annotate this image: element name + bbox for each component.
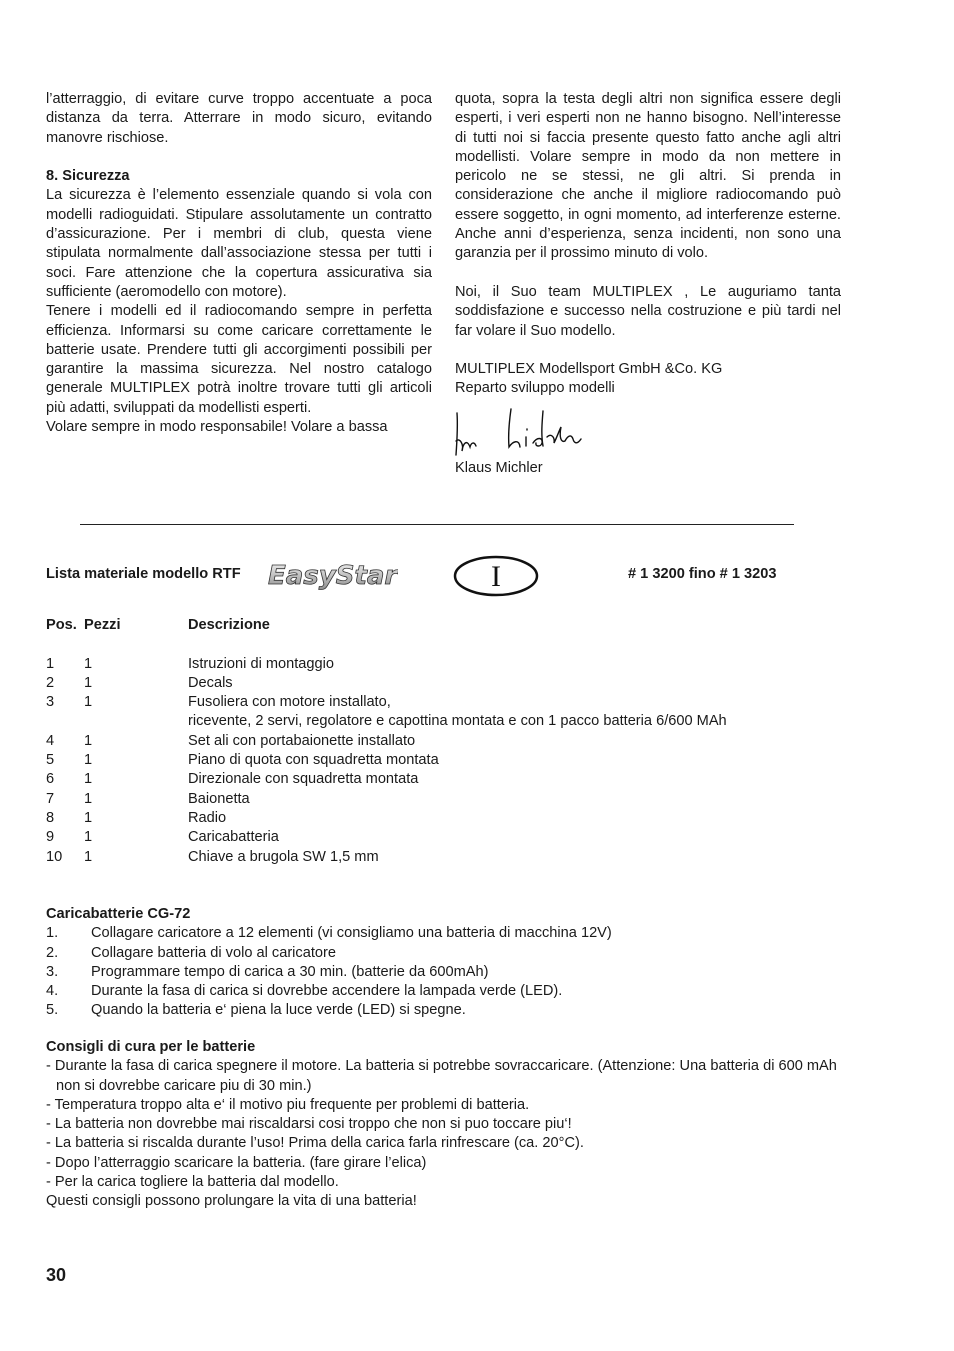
cell-desc: Set ali con portabaionette installato bbox=[188, 732, 416, 749]
language-letter: I bbox=[491, 560, 501, 593]
step-number: 5. bbox=[46, 1002, 59, 1019]
battery-care-title: Consigli di cura per le batterie bbox=[46, 1039, 256, 1055]
cell-pos: 1 bbox=[46, 655, 55, 672]
list-item: - La batteria si riscalda durante l’uso! Prima della carica farla rinfrescare (ca. 20°C). bbox=[46, 1135, 584, 1152]
cell-desc: Istruzioni di montaggio bbox=[188, 655, 335, 672]
cell-qty: 1 bbox=[84, 694, 93, 711]
cell-qty: 1 bbox=[84, 732, 93, 749]
signature-name: Klaus Michler bbox=[455, 459, 543, 476]
cell-desc: Chiave a brugola SW 1,5 mm bbox=[188, 848, 379, 865]
battery-care-section bbox=[46, 1038, 842, 1212]
signature-image bbox=[453, 403, 603, 459]
list-item: - La batteria non dovrebbe mai riscaldarsi cosi troppo che non si puo toccare piu‘! bbox=[46, 1116, 572, 1133]
intro-paragraph: l’atterraggio, di evitare curve troppo accentuate a poca distanza da terra. Atterrare in modo sicuro, evitando manovre rischiose. bbox=[46, 91, 432, 146]
cell-pos: 10 bbox=[46, 848, 63, 865]
cell-qty: 1 bbox=[84, 829, 93, 846]
list-item bbox=[46, 924, 612, 943]
battery-care-closing: Questi consigli possono prolungare la vita di una batteria! bbox=[46, 1193, 417, 1210]
right-column bbox=[455, 90, 841, 478]
cell-pos: 5 bbox=[46, 752, 55, 769]
cell-qty: 1 bbox=[84, 674, 93, 691]
cell-qty: 1 bbox=[84, 790, 93, 807]
cell-pos: 7 bbox=[46, 790, 55, 807]
list-item: - Durante la fasa di carica spegnere il motore. La batteria si potrebbe sovraccaricare. (Attenzione: Una batteria di 600 mAh non si dovrebbe caricare piu di 30 min.) bbox=[46, 1058, 837, 1094]
company-name: MULTIPLEX Modellsport GmbH &Co. KG bbox=[455, 361, 723, 378]
step-text: Collagare batteria di volo al caricatore bbox=[91, 944, 336, 961]
step-number: 4. bbox=[46, 983, 59, 1000]
cell-desc: Fusoliera con motore installato, bbox=[188, 694, 391, 711]
department-name: Reparto sviluppo modelli bbox=[455, 380, 615, 397]
cell-qty: 1 bbox=[84, 848, 93, 865]
cell-pos: 3 bbox=[46, 694, 55, 711]
cell-pos: 2 bbox=[46, 674, 55, 691]
cell-desc: Direzionale con squadretta montata bbox=[188, 771, 419, 788]
parts-list-title: Lista materiale modello RTF bbox=[46, 566, 241, 582]
cell-pos: 8 bbox=[46, 809, 55, 826]
page-number: 30 bbox=[46, 1265, 67, 1285]
easystar-logo bbox=[266, 556, 398, 592]
cell-pos: 9 bbox=[46, 829, 55, 846]
safety-paragraph-2: Tenere i modelli ed il radiocomando sempre in perfetta efficienza. Informarsi su come caricare correttamente le batterie usate. Prendere tutti gli accorgimenti possibili per garantire la massima sicurezza. Nel nostro catalogo generale MULTIPLEX potrà inoltre trovare tutti gli articoli più adatti, sviluppati da modellisti esperti. bbox=[46, 303, 432, 416]
list-item: - Dopo l’atterraggio scaricare la batteria. (fare girare l’elica) bbox=[46, 1154, 427, 1171]
cell-desc: Decals bbox=[188, 674, 233, 691]
right-paragraph-2: Noi, il Suo team MULTIPLEX , Le auguriamo tanta soddisfazione e successo nella costruzione e più tardi nel far volare il Suo modello. bbox=[455, 283, 841, 339]
step-text: Quando la batteria e‘ piena la luce verde (LED) si spegne. bbox=[91, 1002, 466, 1019]
safety-heading: 8. Sicurezza bbox=[46, 168, 130, 185]
charger-section bbox=[46, 905, 612, 1021]
section-divider bbox=[80, 524, 794, 525]
cell-qty: 1 bbox=[84, 655, 93, 672]
step-text: Collagare caricatore a 12 elementi (vi consigliamo una batteria di macchina 12V) bbox=[91, 925, 612, 942]
right-paragraph-1: quota, sopra la testa degli altri non significa essere degli esperti, i veri esperti non ne hanno bisogno. Nell’interesse di tutti noi si faccia presente questo fatto anche agli altri modellisti. Volare sempre in modo da non mettere in pericolo ne se stessi, ne gli altri. Si prenda in considerazione che anche il migliore radiocomando può essere soggetto, in ogni momento, ad interferenze esterne. Anche anni d’esperienza, senza incidenti, non sono una garanzia per il prossimo minuto di volo. bbox=[455, 91, 841, 262]
step-number: 1. bbox=[46, 925, 59, 942]
step-text: Durante la fasa di carica si dovrebbe accendere la lampada verde (LED). bbox=[91, 983, 563, 1000]
safety-paragraph-3: Volare sempre in modo responsabile! Volare a bassa bbox=[46, 419, 388, 436]
cell-desc: Baionetta bbox=[188, 790, 250, 807]
safety-paragraph-1: La sicurezza è l’elemento essenziale quando si vola con modelli radioguidati. Stipulare assolutamente un contratto d’assicurazione. Per i membri di club, questa viene stipulata normalmente dall’associazione stessa per tutti i soci. Fare attenzione che la copertura assicurativa sia sufficiente (aeromodello con motore). bbox=[46, 187, 432, 300]
cell-desc: Caricabatteria bbox=[188, 829, 279, 846]
column-header-qty: Pezzi bbox=[84, 617, 121, 633]
cell-desc: Radio bbox=[188, 809, 227, 826]
step-number: 2. bbox=[46, 944, 59, 961]
column-header-pos: Pos. bbox=[46, 617, 77, 633]
list-item bbox=[46, 944, 336, 963]
part-number: # 1 3200 fino # 1 3203 bbox=[628, 566, 777, 582]
cell-pos: 4 bbox=[46, 732, 55, 749]
cell-pos: 6 bbox=[46, 771, 55, 788]
list-item bbox=[46, 982, 563, 1001]
list-item: - Per la carica togliere la batteria dal modello. bbox=[46, 1174, 339, 1191]
step-text: Programmare tempo di carica a 30 min. (batterie da 600mAh) bbox=[91, 963, 489, 980]
charger-title: Caricabatterie CG-72 bbox=[46, 906, 191, 922]
list-item: - Temperatura troppo alta e‘ il motivo piu frequente per problemi di batteria. bbox=[46, 1096, 530, 1113]
cell-desc: Piano di quota con squadretta montata bbox=[188, 752, 439, 769]
language-badge bbox=[453, 555, 539, 597]
list-item bbox=[46, 963, 489, 982]
step-number: 3. bbox=[46, 963, 59, 980]
logo-wordmark: EasyStar bbox=[268, 561, 398, 591]
cell-qty: 1 bbox=[84, 752, 93, 769]
left-column bbox=[46, 90, 432, 437]
column-header-desc: Descrizione bbox=[188, 617, 270, 633]
cell-desc: ricevente, 2 servi, regolatore e capottina montata e con 1 pacco batteria 6/600 MAh bbox=[188, 713, 727, 730]
cell-qty: 1 bbox=[84, 771, 93, 788]
cell-qty: 1 bbox=[84, 809, 93, 826]
list-item bbox=[46, 1001, 466, 1020]
